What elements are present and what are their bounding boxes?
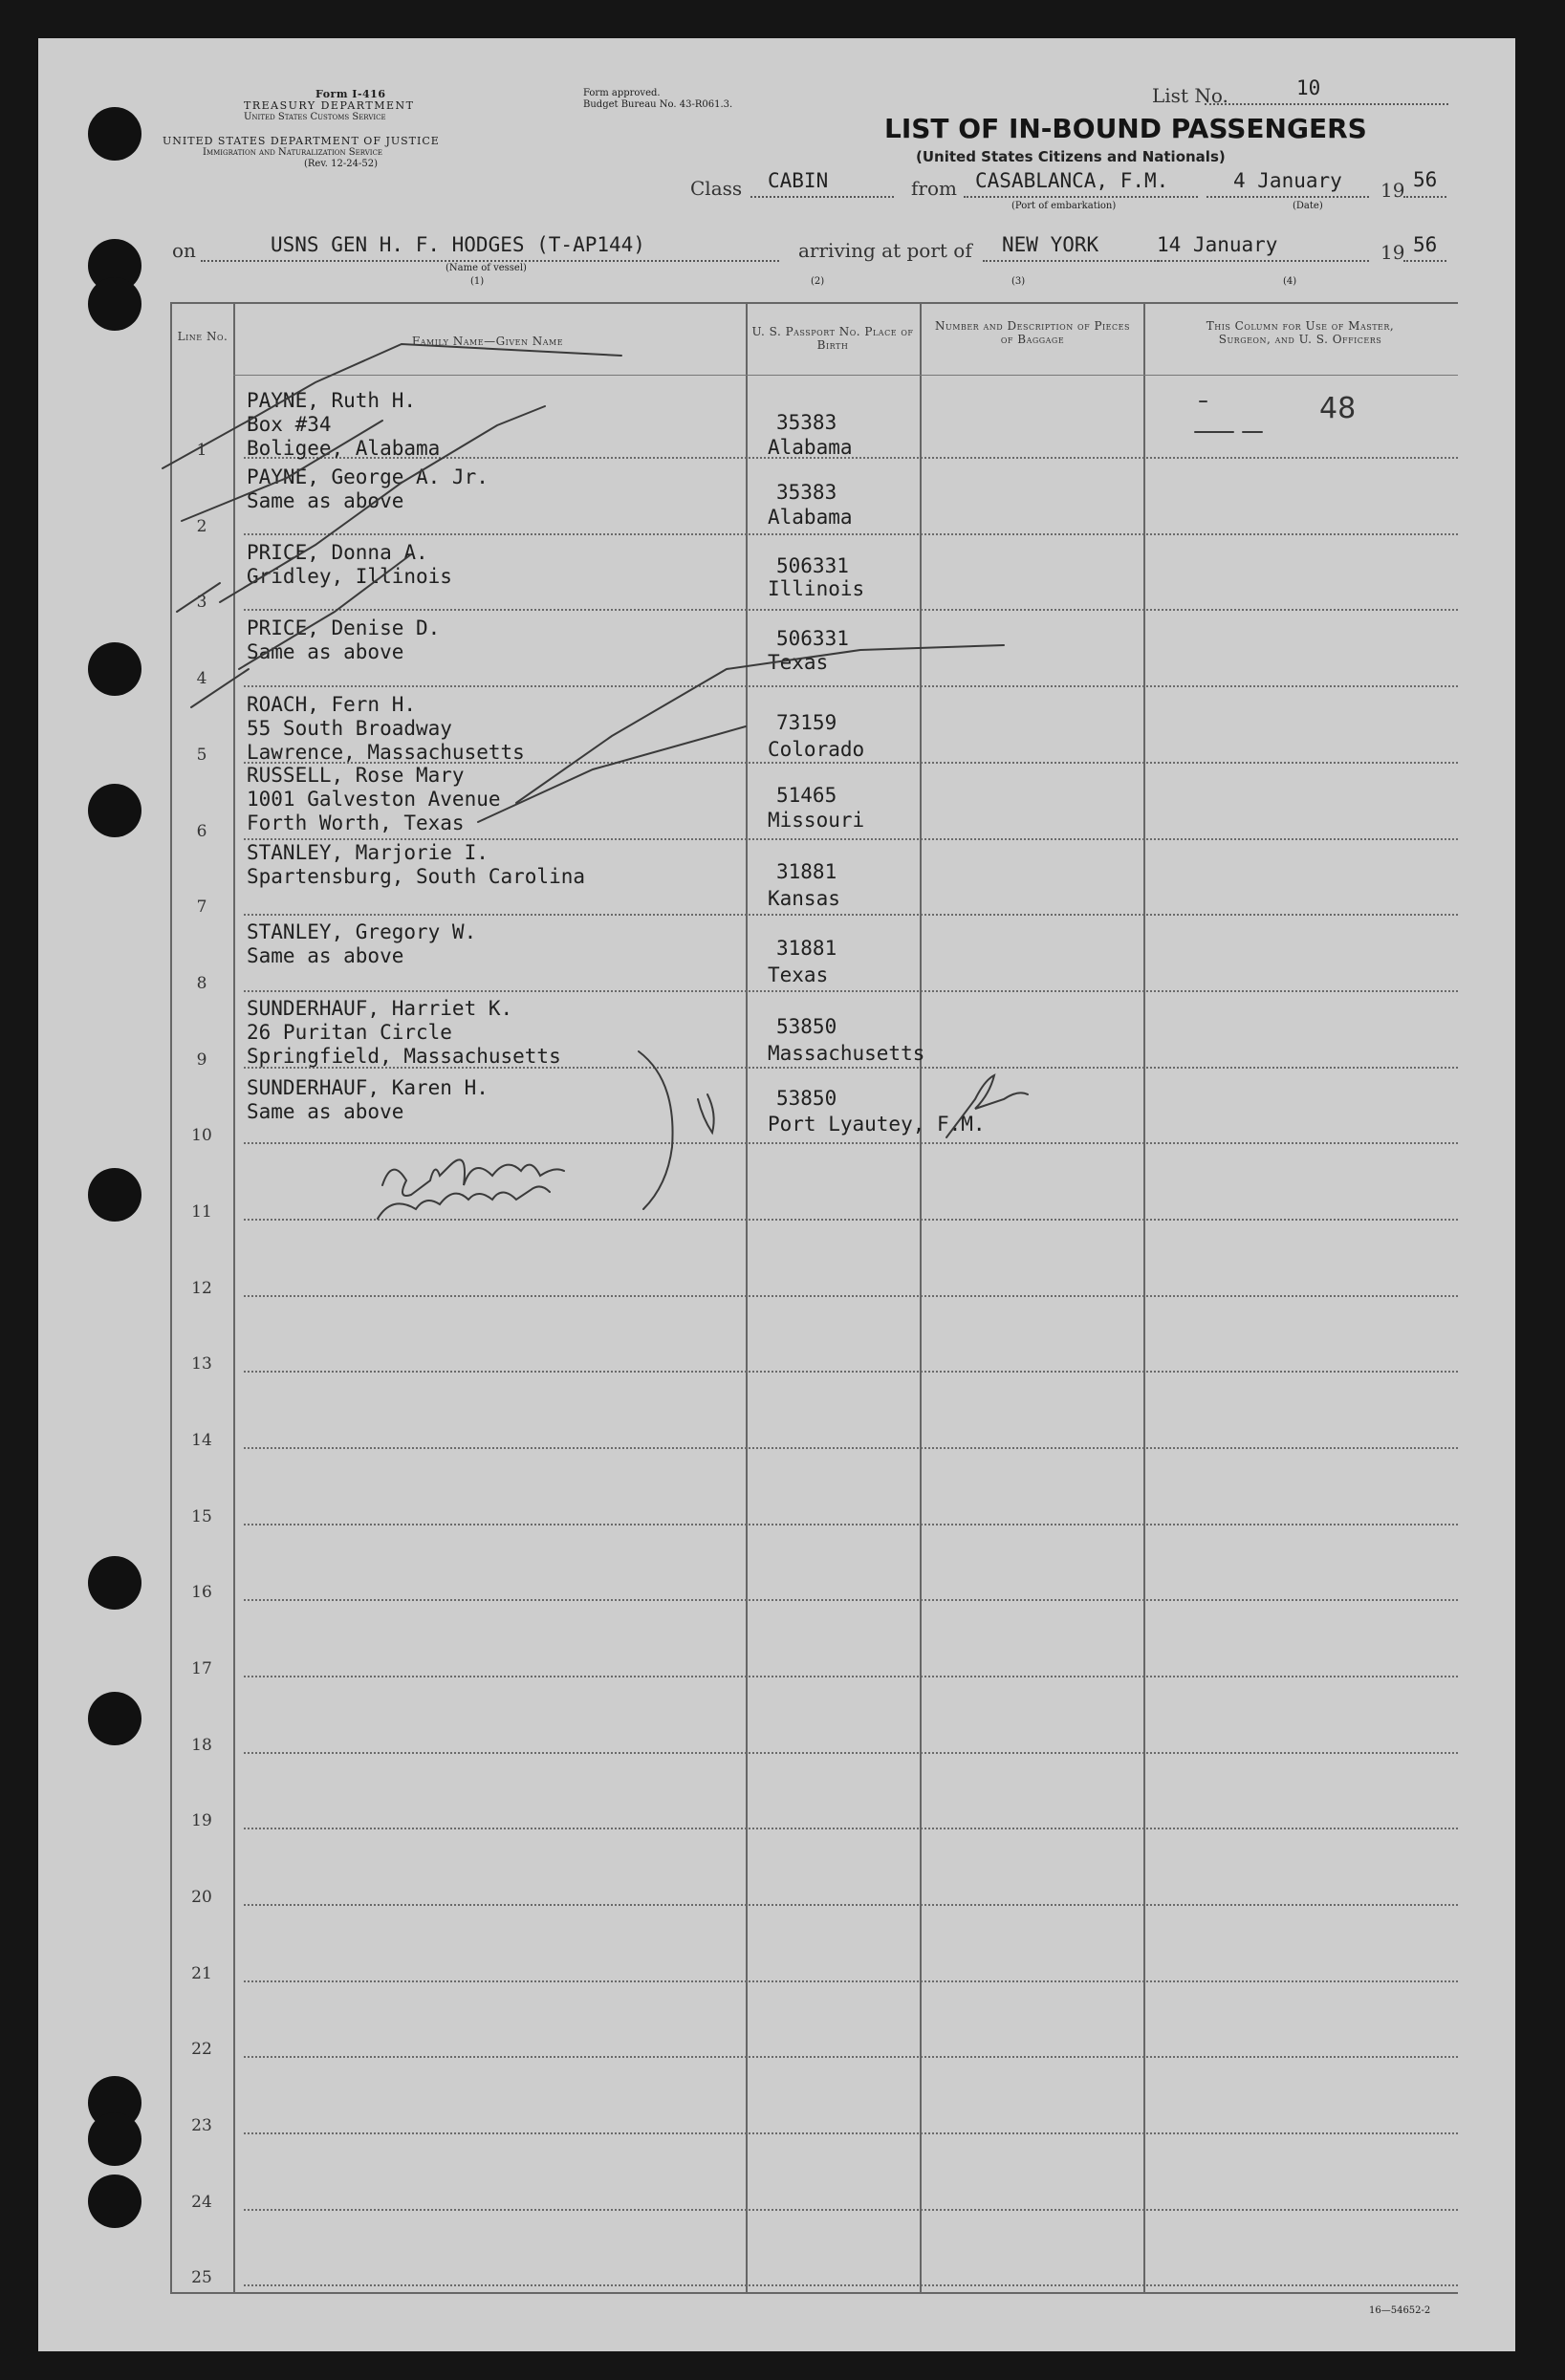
header-name: Family Name—Given Name xyxy=(411,335,564,348)
arrival-year-value: 56 xyxy=(1413,233,1438,256)
passenger-name: PAYNE, Ruth H. Box #34 Boligee, Alabama xyxy=(247,389,441,460)
line-number: 5 xyxy=(196,746,207,765)
line-number: 9 xyxy=(196,1050,207,1070)
place-of-birth: Alabama xyxy=(768,506,853,529)
line-number: 14 xyxy=(191,1431,212,1450)
line-number: 8 xyxy=(196,974,207,993)
passenger-name: SUNDERHAUF, Harriet K. 26 Puritan Circle Springfield, Massachusetts xyxy=(247,997,561,1068)
embark-year-prefix: 19 xyxy=(1380,179,1405,202)
line-number: 11 xyxy=(191,1202,212,1222)
form-approved: Form approved. xyxy=(583,88,661,98)
arrival-date-value: 14 January xyxy=(1157,233,1278,256)
passport-number: 53850 xyxy=(776,1087,837,1110)
place-of-birth: Texas xyxy=(768,651,829,674)
place-of-birth: Alabama xyxy=(768,436,853,459)
justice-dept: UNITED STATES DEPARTMENT OF JUSTICE xyxy=(163,135,440,147)
line-number: 10 xyxy=(191,1126,212,1145)
passport-number: 35383 xyxy=(776,411,837,434)
place-of-birth: Illinois xyxy=(768,577,865,600)
check-mark xyxy=(478,726,746,822)
initial-mark xyxy=(946,1075,1028,1137)
line-number: 21 xyxy=(191,1964,212,1983)
vessel-value: USNS GEN H. F. HODGES (T-AP144) xyxy=(271,233,645,256)
passport-number: 53850 xyxy=(776,1015,837,1038)
passport-number: 31881 xyxy=(776,860,837,883)
vessel-caption: (Name of vessel) xyxy=(446,263,527,273)
line-number: 6 xyxy=(196,822,207,841)
line-number: 17 xyxy=(191,1659,212,1678)
check-mark xyxy=(182,421,382,521)
place-of-birth: Massachusetts xyxy=(768,1042,925,1065)
list-title: LIST OF IN-BOUND PASSENGERS xyxy=(884,113,1367,144)
revision-date: (Rev. 12-24-52) xyxy=(304,159,379,169)
line-number: 19 xyxy=(191,1811,212,1830)
passport-number: 73159 xyxy=(776,711,837,734)
arrival-port-value: NEW YORK xyxy=(1002,233,1099,256)
list-no-label: List No. xyxy=(1152,84,1228,107)
line-number: 24 xyxy=(191,2193,212,2212)
arriving-label: arriving at port of xyxy=(798,239,972,262)
passenger-name: ROACH, Fern H. 55 South Broadway Lawrence, Massachusetts xyxy=(247,693,525,764)
embark-year-value: 56 xyxy=(1413,168,1438,191)
line-number: 20 xyxy=(191,1888,212,1907)
treasury-dept: TREASURY DEPARTMENT xyxy=(244,99,415,112)
port-embark-caption: (Port of embarkation) xyxy=(1011,201,1117,211)
embark-date-value: 4 January xyxy=(1233,169,1342,192)
port-embark-value: CASABLANCA, F.M. xyxy=(975,169,1169,192)
check-mark xyxy=(163,344,621,468)
line-number: 4 xyxy=(196,669,207,688)
initial-mark xyxy=(698,1094,714,1133)
list-no-value: 10 xyxy=(1296,76,1321,99)
passenger-name: PAYNE, George A. Jr. Same as above xyxy=(247,465,489,512)
check-mark xyxy=(177,583,220,612)
line-number: 23 xyxy=(191,2116,212,2135)
line-number: 15 xyxy=(191,1507,212,1526)
passenger-name: STANLEY, Gregory W. Same as above xyxy=(247,920,477,967)
signature-mark xyxy=(382,1159,564,1196)
place-of-birth: Port Lyautey, F.M. xyxy=(768,1113,986,1136)
passport-number: 35383 xyxy=(776,481,837,504)
form-number: Form I-416 xyxy=(315,88,386,100)
header-passport: U. S. Passport No. Place of Birth xyxy=(751,325,914,352)
footer-code: 16—54652-2 xyxy=(1369,2305,1431,2316)
place-of-birth: Colorado xyxy=(768,738,865,761)
list-subtitle: (United States Citizens and Nationals) xyxy=(916,148,1226,165)
passport-number: 506331 xyxy=(776,627,849,650)
bracket-mark xyxy=(639,1051,673,1209)
passport-number: 51465 xyxy=(776,784,837,807)
line-number: 25 xyxy=(191,2268,212,2287)
header-baggage: Number and Description of Pieces of Baggage xyxy=(935,319,1130,346)
line-number: 16 xyxy=(191,1583,212,1602)
header-officers: This Column for Use of Master, Surgeon, and U. S. Officers xyxy=(1206,319,1395,346)
header-line-no: Line No. xyxy=(177,330,228,343)
passenger-name: SUNDERHAUF, Karen H. Same as above xyxy=(247,1076,489,1123)
arrival-year-prefix: 19 xyxy=(1380,241,1405,264)
dash-mark xyxy=(1195,401,1262,432)
place-of-birth: Kansas xyxy=(768,887,840,910)
line-number: 12 xyxy=(191,1279,212,1298)
customs-service: United States Customs Service xyxy=(244,112,386,122)
officer-count-mark: 48 xyxy=(1319,392,1357,425)
immigration-service: Immigration and Naturalization Service xyxy=(203,147,383,158)
check-mark xyxy=(220,406,545,602)
from-label: from xyxy=(911,177,957,200)
line-number: 13 xyxy=(191,1354,212,1374)
on-label: on xyxy=(172,239,196,262)
place-of-birth: Texas xyxy=(768,963,829,986)
passenger-name: RUSSELL, Rose Mary 1001 Galveston Avenue Forth Worth, Texas xyxy=(247,764,501,834)
line-number: 1 xyxy=(196,441,207,460)
check-mark xyxy=(191,669,249,707)
class-label: Class xyxy=(690,177,743,200)
passport-number: 31881 xyxy=(776,937,837,960)
place-of-birth: Missouri xyxy=(768,809,865,832)
passenger-name: PRICE, Denise D. Same as above xyxy=(247,617,441,663)
col-1-caption: (1) xyxy=(470,276,485,287)
line-number: 3 xyxy=(196,593,207,612)
class-value: CABIN xyxy=(768,169,829,192)
passport-number: 506331 xyxy=(776,554,849,577)
col-2-caption: (2) xyxy=(811,276,825,287)
line-number: 18 xyxy=(191,1736,212,1755)
line-number: 7 xyxy=(196,898,207,917)
date-caption: (Date) xyxy=(1293,201,1323,211)
col-4-caption: (4) xyxy=(1283,276,1297,287)
check-mark xyxy=(516,645,1004,803)
check-mark xyxy=(239,554,411,669)
passenger-name: PRICE, Donna A. Gridley, Illinois xyxy=(247,541,452,588)
passenger-name: STANLEY, Marjorie I. Spartensburg, South Carolina xyxy=(247,841,586,888)
budget-bureau: Budget Bureau No. 43-R061.3. xyxy=(583,99,733,110)
line-number: 2 xyxy=(196,517,207,536)
col-3-caption: (3) xyxy=(1011,276,1026,287)
line-number: 22 xyxy=(191,2040,212,2059)
